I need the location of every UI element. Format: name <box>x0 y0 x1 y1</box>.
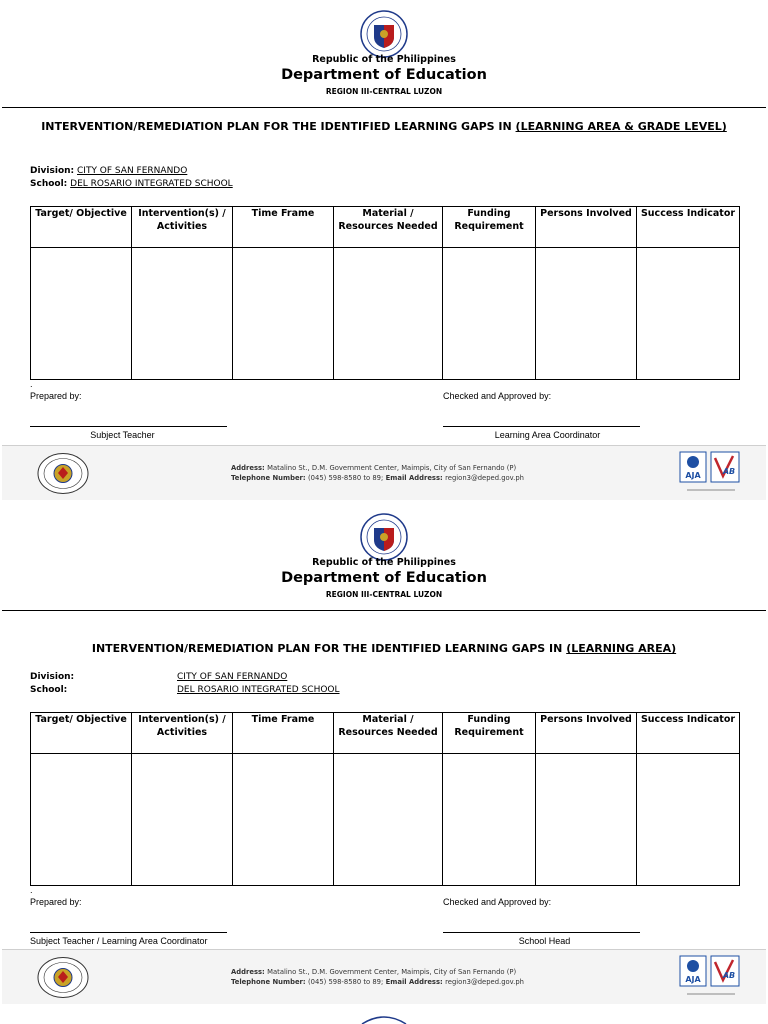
plan-title-prefix: INTERVENTION/REMEDIATION PLAN FOR THE IDENTIFIED LEARNING GAPS IN <box>41 120 516 133</box>
page-footer <box>2 949 766 1004</box>
deped-seal-icon <box>360 513 408 561</box>
table-cell[interactable] <box>443 248 536 380</box>
certification-logos-icon <box>679 954 743 1000</box>
region-text: REGION III-CENTRAL LUZON <box>325 87 443 96</box>
plan-title <box>40 119 728 134</box>
header-divider <box>2 610 766 611</box>
column-header: Target/ Objective <box>31 207 132 248</box>
plan-title <box>40 641 728 656</box>
email-label: Email Address: <box>385 978 443 986</box>
school-value: DEL ROSARIO INTEGRATED SCHOOL <box>70 179 233 189</box>
column-header: Intervention(s) / Activities <box>132 207 233 248</box>
plan-title-highlight: (LEARNING AREA & GRADE LEVEL) <box>515 120 727 133</box>
republic-text: Republic of the Philippines <box>312 557 456 568</box>
page-footer <box>2 445 766 500</box>
address-value: Matalino St., D.M. Government Center, Maimpis, City of San Fernando (P) <box>267 968 517 976</box>
cert-left-text: AJA <box>685 471 701 480</box>
division-label: Division: <box>30 672 75 682</box>
email-value: region3@deped.gov.ph <box>445 978 524 986</box>
signature-line-left[interactable] <box>30 426 227 427</box>
division-row <box>30 671 288 684</box>
signature-line-left[interactable] <box>30 932 227 933</box>
plan-title-prefix: INTERVENTION/REMEDIATION PLAN FOR THE IDENTIFIED LEARNING GAPS IN <box>91 642 567 655</box>
column-header: Persons Involved <box>536 207 637 248</box>
cert-right-text: AB <box>722 467 736 476</box>
table-cell[interactable] <box>31 754 132 886</box>
table-cell[interactable] <box>637 754 740 886</box>
table-cell[interactable] <box>132 754 233 886</box>
plan-table <box>30 712 740 886</box>
footer-address <box>231 463 524 483</box>
department-title: Department of Education <box>281 570 487 586</box>
column-header: Funding Requirement <box>443 713 536 754</box>
deped-seal-icon <box>360 1016 408 1024</box>
column-header: Success Indicator <box>637 207 740 248</box>
stray-dot: . <box>30 380 33 389</box>
school-row <box>30 684 340 697</box>
checked-by-label: Checked and Approved by: <box>443 391 552 401</box>
phone-value: (045) 598-8580 to 89; <box>308 474 384 482</box>
phone-value: (045) 598-8580 to 89; <box>308 978 384 986</box>
signatory-right: Learning Area Coordinator <box>494 430 601 440</box>
cert-left-text: AJA <box>685 975 701 984</box>
table-cell[interactable] <box>233 754 334 886</box>
republic-text: Republic of the Philippines <box>312 54 456 65</box>
form-page-1 <box>0 0 768 504</box>
column-header: Time Frame <box>233 713 334 754</box>
table-cell[interactable] <box>536 754 637 886</box>
school-value: DEL ROSARIO INTEGRATED SCHOOL <box>177 685 340 695</box>
plan-title-highlight: (LEARNING AREA) <box>566 642 677 655</box>
email-label: Email Address: <box>385 474 443 482</box>
checked-by-label: Checked and Approved by: <box>443 897 552 907</box>
column-header: Intervention(s) / Activities <box>132 713 233 754</box>
division-label: Division: <box>30 166 75 176</box>
phone-label: Telephone Number: <box>231 978 306 986</box>
regional-seal-icon <box>36 452 90 495</box>
division-value: CITY OF SAN FERNANDO <box>77 166 188 176</box>
signature-line-right[interactable] <box>443 932 640 933</box>
address-value: Matalino St., D.M. Government Center, Maimpis, City of San Fernando (P) <box>267 464 517 472</box>
school-row <box>30 178 233 191</box>
school-label: School: <box>30 685 68 695</box>
footer-address <box>231 967 524 987</box>
table-cell[interactable] <box>334 754 443 886</box>
plan-table <box>30 206 740 380</box>
table-cell[interactable] <box>233 248 334 380</box>
form-page-2 <box>0 504 768 1024</box>
cert-right-text: AB <box>722 971 736 980</box>
regional-seal-icon <box>36 956 90 999</box>
column-header: Persons Involved <box>536 713 637 754</box>
signatory-left: Subject Teacher <box>90 430 155 440</box>
stray-dot: . <box>30 886 33 895</box>
column-header: Time Frame <box>233 207 334 248</box>
table-cell[interactable] <box>334 248 443 380</box>
address-label: Address: <box>231 464 265 472</box>
column-header: Success Indicator <box>637 713 740 754</box>
signatory-right: School Head <box>518 936 571 946</box>
prepared-by-label: Prepared by: <box>30 897 82 907</box>
division-value: CITY OF SAN FERNANDO <box>177 672 288 682</box>
table-cell[interactable] <box>132 248 233 380</box>
header-divider <box>2 107 766 108</box>
region-text: REGION III-CENTRAL LUZON <box>325 590 443 599</box>
column-header: Funding Requirement <box>443 207 536 248</box>
table-cell[interactable] <box>31 248 132 380</box>
column-header: Target/ Objective <box>31 713 132 754</box>
signature-line-right[interactable] <box>443 426 640 427</box>
column-header: Material / Resources Needed <box>334 207 443 248</box>
department-title: Department of Education <box>281 67 487 83</box>
phone-label: Telephone Number: <box>231 474 306 482</box>
column-header: Material / Resources Needed <box>334 713 443 754</box>
address-label: Address: <box>231 968 265 976</box>
email-value: region3@deped.gov.ph <box>445 474 524 482</box>
signatory-left: Subject Teacher / Learning Area Coordinator <box>30 936 208 946</box>
prepared-by-label: Prepared by: <box>30 391 82 401</box>
school-label: School: <box>30 179 68 189</box>
certification-logos-icon <box>679 450 743 496</box>
table-cell[interactable] <box>443 754 536 886</box>
division-row <box>30 165 187 178</box>
deped-seal-icon <box>360 10 408 58</box>
table-cell[interactable] <box>536 248 637 380</box>
table-cell[interactable] <box>637 248 740 380</box>
